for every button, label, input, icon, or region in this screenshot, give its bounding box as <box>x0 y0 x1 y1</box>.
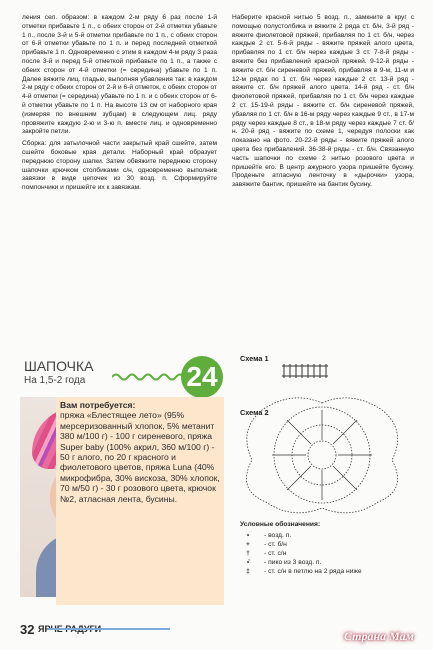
legend-item <box>240 531 408 540</box>
materials-text <box>60 400 221 504</box>
legend-symbol: ‡ <box>246 568 250 576</box>
scheme-2-diagram <box>232 390 412 520</box>
footer-rule <box>48 628 170 630</box>
scheme-1-diagram <box>280 360 334 384</box>
legend-item <box>240 558 408 567</box>
legend <box>240 520 408 577</box>
wave-decoration <box>112 372 186 382</box>
materials-heading: Вам потребуется: <box>60 400 136 410</box>
legend-text: - пико из 3 возд. п. <box>264 559 322 567</box>
legend-symbol: + <box>246 541 250 549</box>
legend-text: - ст. с/н в петлю на 2 ряда ниже <box>264 568 362 576</box>
magazine-title: ЯРЧЕ РАДУГИ <box>38 624 102 634</box>
legend-symbol: † <box>246 550 250 558</box>
materials-body: пряжа «Блестящее лето» (95% мерсеризованный хлопок, 5% метанит 380 м/100 г) - 100 г сиреневого, пряжа Super baby (100% акрил, 360 м/100 г) - 50 г алого, по 20 г красного и фиолетового цветов, пряжа Luna (40% микрофибра, 30% вискоза, 30% хлопок, 70 м/50 г) - 30 г розового цвета, крючок №2, атласная лента, бусины. <box>60 410 220 504</box>
right-paragraph: Наберите красной нитью 5 возд. п., замкните в круг с помощью полустолбика и вяжите 2 ряда ст. б/н, 3-й ряд - вяжите фиолетовой пряжей, прибавляя по 1 ст. б/н, через каждые 2 ст. 5-6-й ряды - вяжите пряжей алого цвета, прибавляя по 1 ст. б/н через каждые 3 ст. 7-8-й ряды - вяжите без прибавлений красной пряжей. 9-12-й ряды - вяжите ст. б/н сиреневой пряжей, прибавляя в 9-м, 11-м и 12-м рядах по 1 ст. б/н через каждые 2 ст. 13-й ряд - вяжите ст. б/н пряжей алого цвета. 14-й ряд - ст. б/н фиолетовой пряжей, прибавляя по 1 ст. б/н через каждые 2 ст. 15-19-й ряды - вяжите ст. б/н сиреневой пряжей, убавляя по 1 ст. б/н в 16-м ряду через каждые 9 ст., в 17-м ряду через каждые 8 ст., в 18-м ряду через каждые 7 ст. б/н. 20-й ряд - вяжите по схеме 1, чередуя полоски как показано на фото. 20-22-й ряды - вяжите пряжей алого цвета без прибавлений. 36-38-й ряды - ст. б/н. Связанную часть шапочки по схеме 2 нитью розового цвета и пришейте его. В центр ажурного узора пришейте бусину. Проденьте атласную ленточку в «дырочки» узора, завяжите бантик, пришейте на бантик бусину. <box>232 14 414 189</box>
legend-text: - ст. б/н <box>264 541 287 549</box>
legend-symbol: • <box>246 532 250 540</box>
watermark: Страна Мам <box>344 629 414 643</box>
left-paragraph-1: ления сел. образом: в каждом 2-м ряду 6 раз после 1-й отметки прибавьте 1 п., с обеих сторон от 2-й отметки убавьте 1 п., после 3-й и 5-й отметки прибавьте по 1 п., с обеих сторон от 6-й отметки убавьте по 1 п. и перед последней отметкой прибавьте 1 п. Одновременно с этим в каждом 4-м ряду 3 раза после 3-й и перед 5-й отметкой прибавьте по 1 п., а также с обеих сторон от 4-й отметки (= середина) убавьте по 1 п. Далее вяжите лиц. гладью, выполняя убавления так: в каждом 2-м ряду с обеих сторон от 2-й и 6-й отметок, с обеих сторон от 4-й отметки (= середина) убавьте по 1 п. и с обеих сторон от 6-й отметки убавьте по 1 п. На высоте 13 см от наборного края (измеряя по внешним зубцам) в следующем лиц. ряду провяжите каждую 2-ю и 3-ю п. вместе лиц. и одновременно закройте петли. <box>22 14 217 136</box>
section-subtitle: На 1,5-2 года <box>24 375 86 386</box>
page-number: 32 <box>20 622 35 637</box>
scheme-2-label: Схема 2 <box>240 408 269 417</box>
legend-text: - возд. п. <box>264 532 292 540</box>
scheme-1-label: Схема 1 <box>240 354 269 363</box>
assembly-paragraph: Сборка: для затылочной части закрытый край сшейте, затем сшейте боковые края детали. Наборный край образует переднюю сторону шапки. Затем обвяжите переднюю сторону шапочки крючком столбиками с/н, одновременно выполнив завязки в виде цепочек из 30 возд. п. Сформируйте помпончики и пришейте их к завязкам. <box>22 140 217 192</box>
legend-item <box>240 567 408 576</box>
legend-item <box>240 549 408 558</box>
legend-item <box>240 540 408 549</box>
pattern-number-badge: 24 <box>181 356 223 398</box>
section-title: ШАПОЧКА <box>24 358 94 374</box>
legend-title: Условные обозначения: <box>240 521 321 528</box>
legend-text: - ст. с/н <box>264 550 287 558</box>
instructions-right <box>232 14 414 190</box>
legend-symbol: •̊ <box>246 559 250 567</box>
instructions-left <box>22 14 217 193</box>
